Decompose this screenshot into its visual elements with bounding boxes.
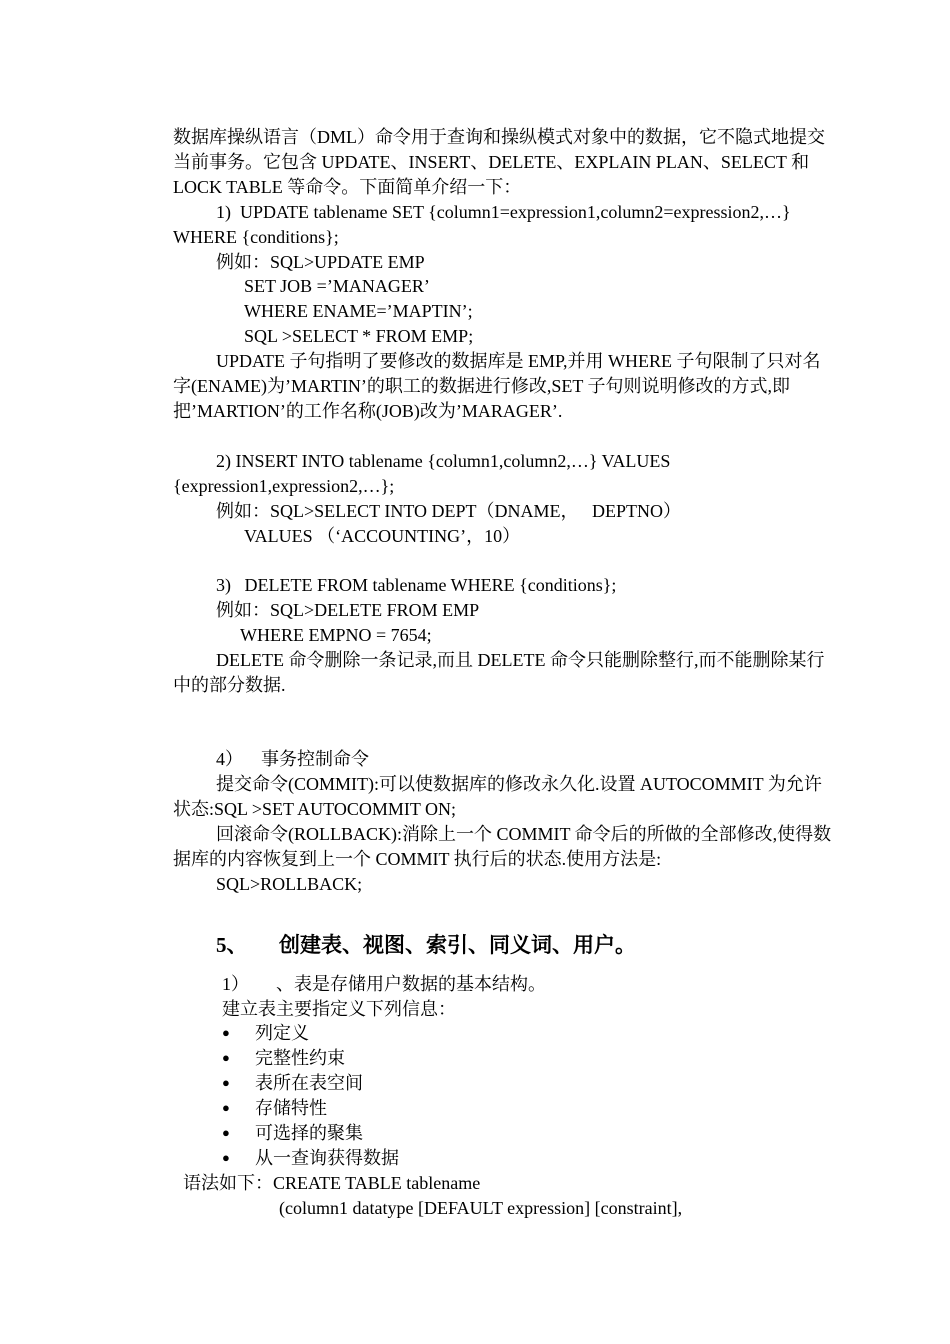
bullet-marker: ● — [222, 1050, 230, 1065]
bullet-marker: ● — [222, 1075, 230, 1090]
bullet-marker: ● — [222, 1150, 230, 1165]
section-5-sub-1: 1） 、表是存储用户数据的基本结构。 — [222, 974, 546, 994]
rollback-line-3: SQL>ROLLBACK; — [216, 874, 363, 894]
create-table-syntax-2: (column1 datatype [DEFAULT expression] [constraint], — [279, 1198, 683, 1218]
intro-line-1: 数据库操纵语言（DML）命令用于查询和操纵模式对象中的数据，它不隐式地提交 — [173, 127, 825, 147]
commit-line-1: 提交命令(COMMIT):可以使数据库的修改永久化.设置 AUTOCOMMIT 为允许 — [216, 774, 822, 794]
section-5-number: 5、 — [216, 933, 248, 957]
update-desc-1: UPDATE 子句指明了要修改的数据库是 EMP,并用 WHERE 子句限制了只对名 — [216, 351, 821, 371]
delete-syntax: 3) DELETE FROM tablename WHERE {conditions}; — [216, 575, 617, 595]
insert-example-2: VALUES （‘ACCOUNTING’，10） — [244, 526, 521, 546]
list-item: 完整性约束 — [255, 1048, 345, 1068]
transaction-title: 4） 事务控制命令 — [216, 749, 369, 769]
create-table-syntax-1: 语法如下：CREATE TABLE tablename — [183, 1173, 481, 1193]
intro-line-3: LOCK TABLE 等命令。下面简单介绍一下： — [173, 177, 522, 197]
update-example-2: SET JOB =’MANAGER’ — [244, 276, 430, 296]
update-syntax-1: 1) UPDATE tablename SET {column1=expression1,column2=expression2,…} — [216, 202, 791, 222]
bullet-marker: ● — [222, 1100, 230, 1115]
update-example-3: WHERE ENAME=’MAPTIN’; — [244, 301, 473, 321]
list-item: 列定义 — [255, 1023, 309, 1043]
delete-example-2: WHERE EMPNO = 7654; — [240, 625, 432, 645]
intro-line-2: 当前事务。它包含 UPDATE、INSERT、DELETE、EXPLAIN PLAN、SELECT 和 — [173, 152, 810, 172]
update-syntax-2: WHERE {conditions}; — [173, 227, 339, 247]
insert-syntax-1: 2) INSERT INTO tablename {column1,column2,…} VALUES — [216, 451, 671, 471]
section-5-title: 创建表、视图、索引、同义词、用户。 — [279, 933, 636, 957]
rollback-line-1: 回滚命令(ROLLBACK):消除上一个 COMMIT 命令后的所做的全部修改,使得数 — [216, 824, 832, 844]
list-item: 存储特性 — [255, 1098, 327, 1118]
delete-example-1: 例如：SQL>DELETE FROM EMP — [216, 600, 480, 620]
bullet-marker: ● — [222, 1125, 230, 1140]
list-item: 从一查询获得数据 — [255, 1148, 399, 1168]
list-item: 可选择的聚集 — [255, 1123, 363, 1143]
insert-syntax-2: {expression1,expression2,…}; — [173, 476, 395, 496]
update-example-1: 例如：SQL>UPDATE EMP — [216, 252, 425, 272]
update-example-4: SQL >SELECT * FROM EMP; — [244, 326, 474, 346]
list-item: 表所在表空间 — [255, 1073, 363, 1093]
delete-desc-2: 中的部分数据. — [173, 675, 286, 695]
section-5-sub-2: 建立表主要指定义下列信息： — [222, 999, 456, 1019]
update-desc-3: 把’MARTION’的工作名称(JOB)改为’MARAGER’. — [173, 401, 563, 421]
update-desc-2: 字(ENAME)为’MARTIN’的职工的数据进行修改,SET 子句则说明修改的方式,即 — [173, 376, 791, 396]
bullet-marker: ● — [222, 1025, 230, 1040]
commit-line-2: 状态:SQL >SET AUTOCOMMIT ON; — [173, 799, 457, 819]
delete-desc-1: DELETE 命令删除一条记录,而且 DELETE 命令只能删除整行,而不能删除某行 — [216, 650, 825, 670]
rollback-line-2: 据库的内容恢复到上一个 COMMIT 执行后的状态.使用方法是: — [173, 849, 662, 869]
insert-example-1: 例如：SQL>SELECT INTO DEPT（DNAME， DEPTNO） — [216, 501, 681, 521]
